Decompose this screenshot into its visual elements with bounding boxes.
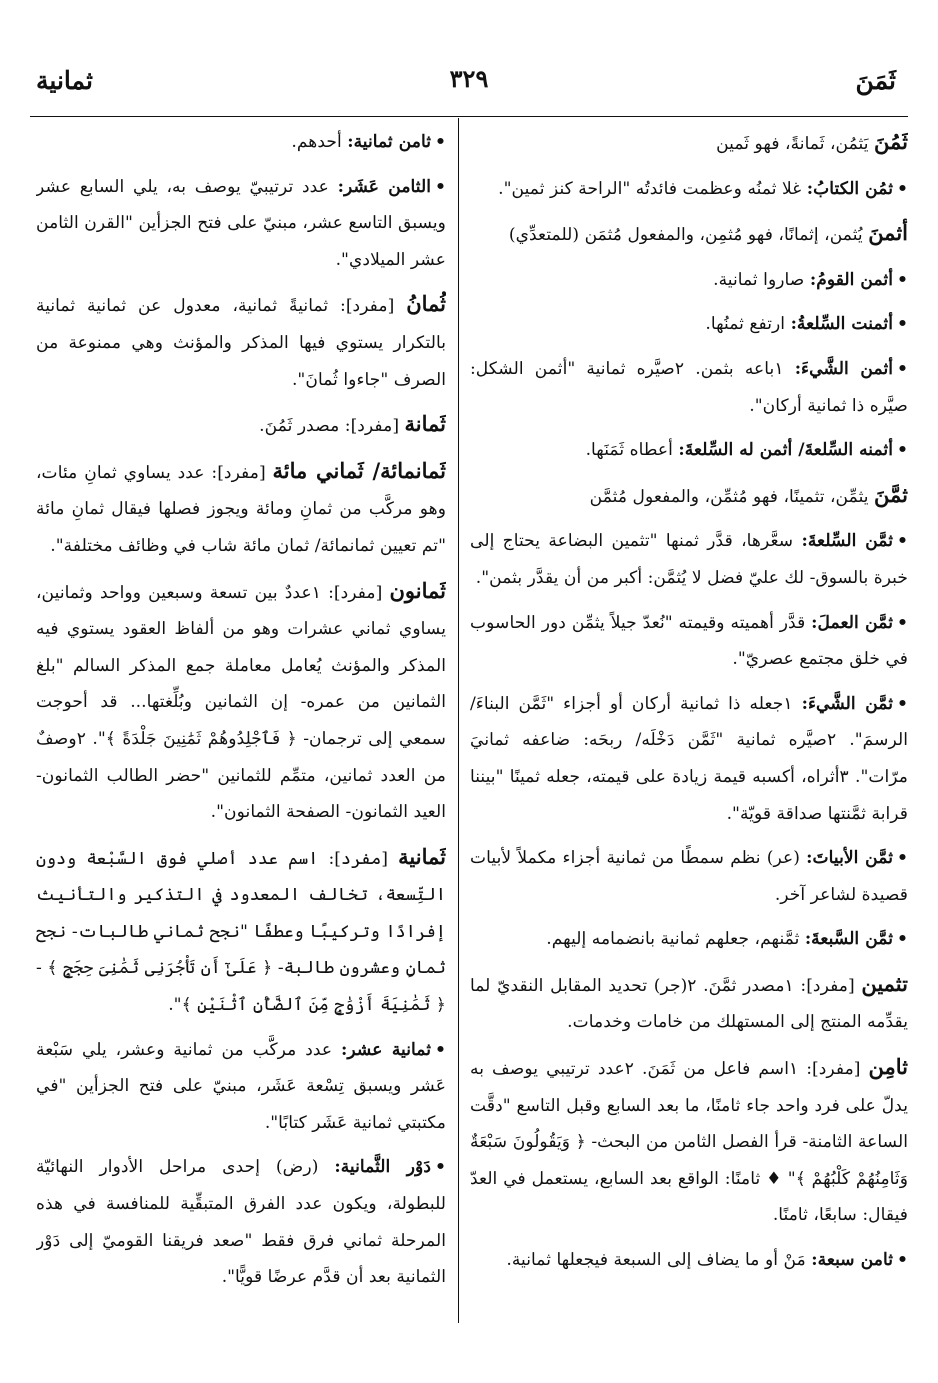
headword-entry <box>36 406 446 445</box>
entry-headword: ثمَّنَ <box>874 481 908 507</box>
entry-definition: (عر) نظم سمطًا من ثمانية أجزاء مكملاً لأبيات قصيدة لشاعر آخر. <box>470 848 908 905</box>
bullet-icon: • <box>896 848 908 869</box>
subentry <box>470 921 908 958</box>
entry-headword: أثمنَ <box>868 220 908 246</box>
bullet-icon: • <box>897 269 908 290</box>
entry-definition: [مفرد]: عدد يساوي ثمانِ مئات، وهو مركَّب من ثمانِ ومائة ويجوز فصلها فيقال ثمانِ مائة "تم تعيين ثمانمائة/ ثمان مائة شاب في وظائف مختلفة". <box>36 462 446 556</box>
entry-headword: ثَمانة <box>404 411 446 437</box>
page-number: ٣٢٩ <box>449 64 489 93</box>
entry-definition: [مفرد]: ١اسم فاعل من ثَمَنَ. ٢عدد ترتيبي يوصف به يدلّ على فرد واحد جاء ثامنًا، ما بعد السابع وقبل التاسع "دقَّت الساعة الثامنة- قرأ الفصل الثامن من البحث- ﴿ وَيَقُولُونَ سَبْعَةٌ وَثَامِنُهُمْ كَلْبُهُمْ ﴾" ♦ ثامنًا: الواقع بعد السابع، يستعمل في العدّ فيقال: سابعًا، ثامنًا. <box>470 1059 908 1226</box>
subentry <box>36 124 446 161</box>
bullet-icon: • <box>897 693 908 714</box>
entry-headword: ثمانية عشر: <box>341 1039 431 1060</box>
headword-entry <box>470 124 908 163</box>
bullet-icon: • <box>434 1039 446 1060</box>
subentry <box>470 171 908 208</box>
entry-definition: [مفرد]: ثمانيةً ثمانية، معدول عن ثمانية ثمانية بالتكرار يستوي فيها المذكر والمؤنث وهي ممنوعة من الصرف "جاءوا ثُمانَ". <box>36 296 446 390</box>
entry-headword: ثُمانُ <box>406 291 446 317</box>
entry-definition: يثمِّن، تثمينًا، فهو مُثمِّن، والمفعول مُثمَّن <box>589 486 869 507</box>
subentry <box>470 262 908 299</box>
entry-definition: صاروا ثمانية. <box>713 269 805 290</box>
header-guide-word-last: ثمانية <box>36 66 93 95</box>
entry-definition: [مفرد]: ١عددٌ بين تسعة وسبعين وواحد وثمانين، يساوي ثماني عشرات وهو من ألفاظ العقود يستوي فيه المذكر والمؤنث يُعامل معاملة جمع المذكر السالم "بلغ الثمانين من عمره- إن الثمانين وبُلِّغتها... قد أحوجت سمعي إلى ترجمان- ﴿ فَٱجْلِدُوهُمْ ثَمَٰنِينَ جَلْدَةً ﴾". ٢وصفٌ من العدد ثمانين، متمِّم للثمانين "حضر الطالب الثمانون- العيد الثمانون- الصفحة الثمانون". <box>36 582 446 823</box>
entry-headword: أثمن الشَّيءَ: <box>794 358 894 379</box>
subentry <box>36 1032 446 1142</box>
headword-entry <box>470 966 908 1041</box>
entry-definition: ثمَّنهم، جعلهم ثمانية بانضمامه إليهم. <box>546 929 800 950</box>
entry-headword: أثمنه السِّلعةَ/ أثمن له السِّلعةَ: <box>678 440 893 461</box>
bullet-icon: • <box>435 1157 446 1178</box>
entry-headword: ثَمانية <box>398 843 446 869</box>
bullet-icon: • <box>897 178 908 199</box>
subentry <box>470 1242 908 1279</box>
header-guide-word-first: ثَمَنَ <box>855 66 896 95</box>
entry-headword: ثمَّن العملَ: <box>811 612 893 633</box>
subentry <box>470 523 908 596</box>
bullet-icon: • <box>897 440 908 461</box>
headword-entry <box>36 286 446 398</box>
bullet-icon: • <box>897 314 908 335</box>
entry-definition: ١جعله ذا ثمانية أركان أو أجزاء "ثَمَّن البناءَ/ الرسمَ". ٢صيَّره ثمانية "ثَمَّن دَخْلَه/ ربحَه: ضاعفه ثمانيَ مرّات". ٣أثراه، أكسبه قيمة زيادة على قيمته، جعله ثمينًا "بيننا قرابة ثمَّنتها صداقة قويّة". <box>470 693 908 824</box>
entry-headword: تثمين <box>861 970 908 996</box>
headword-entry <box>36 839 446 1024</box>
entry-definition: [مفرد]: اسم عدد أصلي فوق السَّبْعة ودون التِّسعة، تخالف المعدود في التذكير والتأنيث إفرادًا وتركيبًا وعطفًا "نجح ثماني طالبات- نجح ثمانٍ وعشرون طالبة- ﴿ عَلَىٰٓ أَن تَأْجُرَنِى ثَمَٰنِىَ حِجَجٍ ﴾ - ﴿ ثَمَٰنِيَةَ أَزْوَٰجٍ مِّنَ ٱلضَّأْنِ ٱثْنَيْنِ ﴾". <box>36 848 446 1016</box>
headword-entry <box>36 573 446 831</box>
subentry <box>470 605 908 678</box>
entry-definition: سعَّرها، قدَّر ثمنها "تثمين البضاعة يحتاج إلى خبرة بالسوق- لك عليّ فضل لا يُثمَّن: أكبر من أن يقدَّر بثمن". <box>470 531 908 588</box>
entry-definition: مَنْ أو ما يضاف إلى السبعة فيجعلها ثمانية. <box>506 1250 806 1271</box>
entry-definition: قدَّر أهميته وقيمته "نُعدّ جيلاً يثمِّن دور الحاسوب في خلق مجتمع عصريّ". <box>470 612 908 670</box>
subentry <box>470 840 908 913</box>
entry-definition: ١باعه بثمن. ٢صيَّره ثمانية "أثمن الشكل: صيَّره ذا ثمانية أركان". <box>470 358 908 416</box>
bullet-icon: • <box>897 612 908 633</box>
entry-headword: ثمُن الكتابُ: <box>806 178 893 199</box>
subentry <box>470 686 908 832</box>
left-column <box>36 124 446 1324</box>
bullet-icon: • <box>897 531 908 552</box>
entry-definition: يُثمن، إثمانًا، فهو مُثمِن، والمفعول مُثمَن (للمتعدِّي) <box>508 225 863 246</box>
entry-headword: أثمنت السِّلعةُ: <box>790 314 893 335</box>
entry-definition: غلا ثمنُه وعظمت فائدتُه "الراحة كنز ثمين". <box>498 178 802 199</box>
entry-headword: ثامِن <box>868 1054 908 1080</box>
bullet-icon: • <box>897 1250 908 1271</box>
header-rule <box>30 116 908 117</box>
entry-headword: الثامن عَشَر: <box>337 176 431 197</box>
entry-definition: [مفرد]: ١مصدر ثمَّنَ. ٢(جر) تحديد المقابل النقديّ لما يقدِّمه المنتج إلى المستهلك من خامات وخدمات. <box>470 975 908 1033</box>
entry-headword: ثامن ثمانية: <box>347 132 431 152</box>
entry-definition: (رض) إحدى مراحل الأدوار النهائيّة للبطولة، ويكون عدد الفرق المتبقِّية للمنافسة في هذه المرحلة ثماني فرق فقط "صعد فريقنا القوميّ إلى دَوْر الثمانية بعد أن قدَّم عرضًا قويًّا". <box>36 1157 446 1288</box>
subentry <box>36 169 446 279</box>
headword-entry <box>470 1049 908 1234</box>
entry-definition: يَثمُن، ثَمانةً، فهو ثَمين <box>716 134 869 154</box>
right-column <box>470 124 908 1324</box>
entry-definition: عدد ترتيبيّ يوصف به، يلي السابع عشر ويسبق التاسع عشر، مبنيّ على فتح الجزأين "القرن الثامن عشر الميلادي". <box>36 176 446 270</box>
entry-headword: أثمن القومُ: <box>809 269 893 290</box>
entry-definition: عدد مركَّب من ثمانية وعشر، يلي سَبْعة عَشر ويسبق تِسْعة عَشَر، مبنيّ على فتح الجزأين "في مكتبتي ثمانية عَشَر كتابًا". <box>36 1039 446 1133</box>
subentry <box>470 351 908 424</box>
entry-headword: ثمَّن السِّلعةَ: <box>801 531 893 552</box>
entry-definition: [مفرد]: مصدر ثَمُنَ. <box>259 416 400 437</box>
entry-headword: ثَمانون <box>389 577 446 603</box>
entry-headword: ثمَّن الأبياتَ: <box>806 848 893 869</box>
bullet-icon: • <box>435 176 446 197</box>
bullet-icon: • <box>897 358 908 379</box>
page-header <box>30 60 908 106</box>
entry-definition: أحدهم. <box>291 132 342 152</box>
entry-headword: ثمَّن السَّبعةَ: <box>804 929 893 950</box>
entry-definition: ارتفع ثمنُها. <box>705 314 786 335</box>
headword-entry <box>470 215 908 254</box>
subentry <box>470 306 908 343</box>
entry-headword: ثامن سبعة: <box>811 1250 893 1271</box>
entry-headword: ثَمانمائة/ ثَماني مائة <box>272 457 446 483</box>
subentry <box>470 432 908 469</box>
headword-entry <box>470 477 908 516</box>
entry-headword: ثمَّن الشَّيءَ: <box>801 693 893 714</box>
headword-entry <box>36 453 446 565</box>
entry-definition: أعطاه ثَمَنَها. <box>585 440 673 461</box>
subentry <box>36 1149 446 1295</box>
entry-headword: ثَمُنَ <box>874 129 908 154</box>
bullet-icon: • <box>435 132 446 152</box>
bullet-icon: • <box>897 929 908 950</box>
entry-headword: دَوْر الثَّمانية: <box>334 1157 431 1178</box>
column-divider <box>458 118 459 1323</box>
